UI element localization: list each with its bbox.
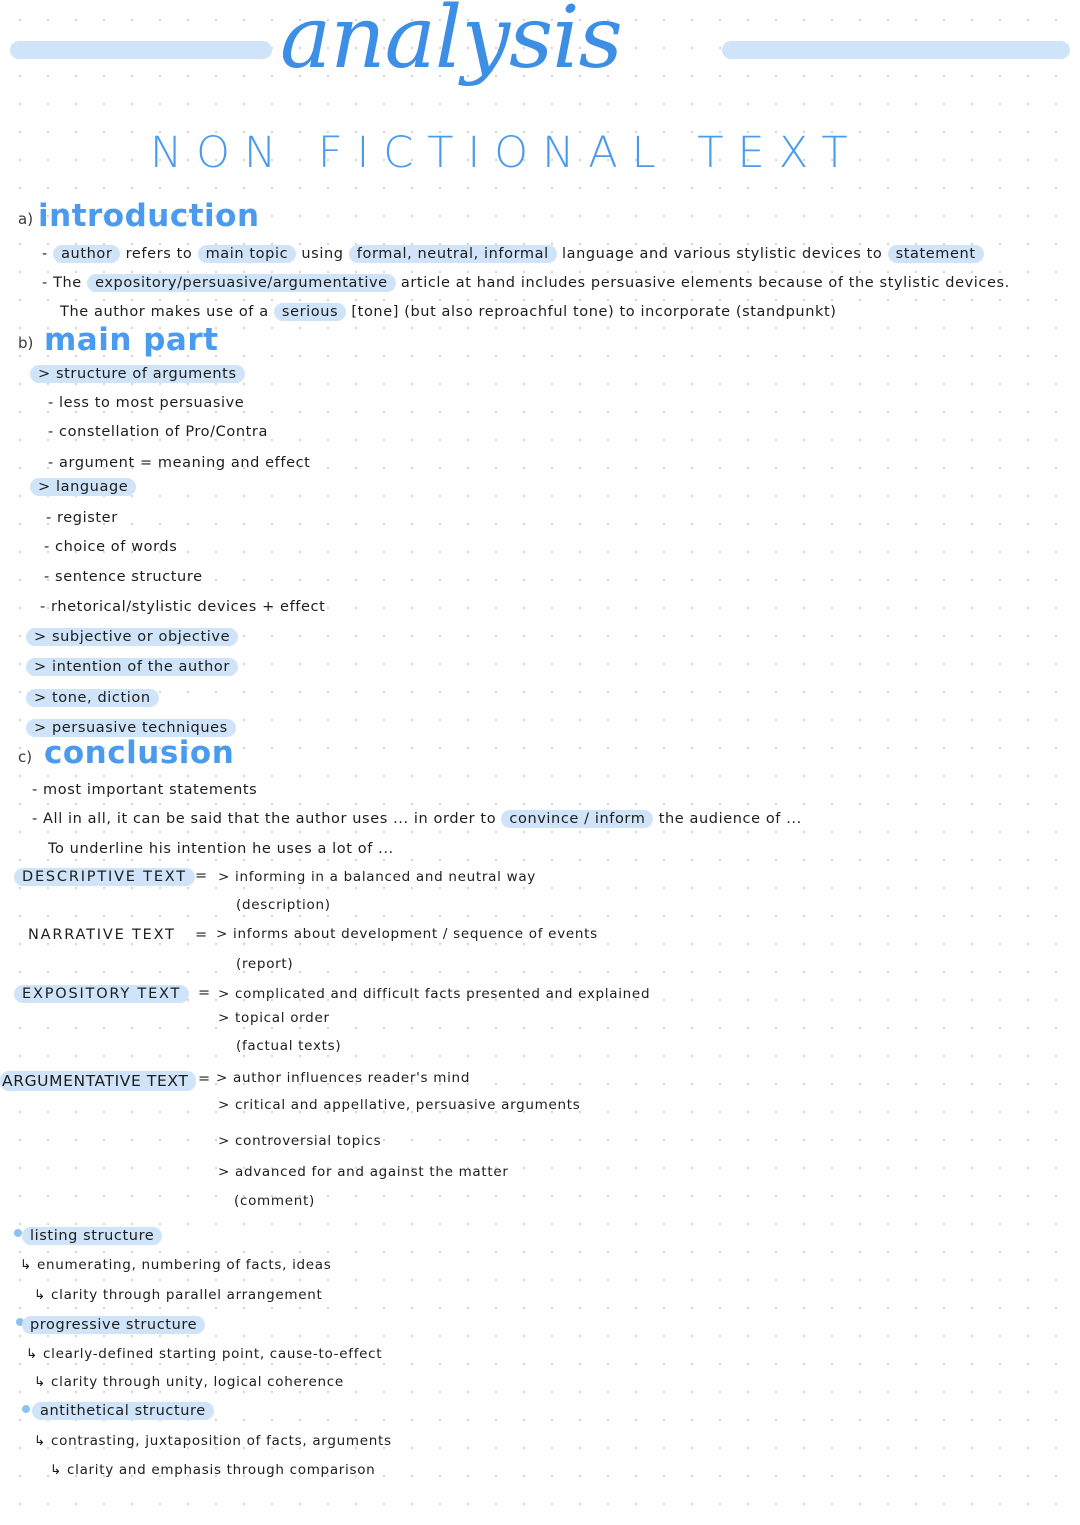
intro-author: author bbox=[53, 245, 120, 263]
narrative-item: (report) bbox=[236, 956, 294, 972]
progressive-item: ↳ clearly-defined starting point, cause-to-effect bbox=[26, 1346, 383, 1362]
expository-item: > topical order bbox=[218, 1010, 330, 1026]
main-structure-label: > structure of arguments bbox=[30, 365, 245, 383]
listing-label: listing structure bbox=[22, 1227, 162, 1245]
conclusion-line-1: - most important statements bbox=[32, 782, 258, 798]
progressive-label: progressive structure bbox=[22, 1316, 205, 1334]
intro-text-types: expository/persuasive/argumentative bbox=[87, 274, 396, 292]
conclusion-marker: c) bbox=[18, 748, 33, 766]
main-bullet: > persuasive techniques bbox=[26, 719, 236, 737]
antithetical-item: ↳ clarity and emphasis through comparison bbox=[50, 1462, 376, 1478]
intro-serious: serious bbox=[274, 303, 346, 321]
main-language-item: - sentence structure bbox=[44, 569, 203, 585]
descriptive-eq: = bbox=[195, 868, 208, 884]
page-title: analysis bbox=[280, 0, 622, 88]
title-bar-left bbox=[10, 41, 272, 59]
conclusion-heading: conclusion bbox=[44, 735, 235, 771]
conclusion-convince: convince / inform bbox=[501, 810, 653, 828]
argumentative-eq: = bbox=[198, 1071, 211, 1087]
intro-line2-rest: article at hand includes persuasive elements because of the stylistic devices. bbox=[400, 275, 1010, 291]
intro-line-3 bbox=[60, 304, 837, 320]
main-marker: b) bbox=[18, 334, 34, 352]
expository-item: (factual texts) bbox=[236, 1038, 342, 1054]
descriptive-item: (description) bbox=[236, 897, 331, 913]
intro-main-topic: main topic bbox=[198, 245, 297, 263]
conclusion-line-3: To underline his intention he uses a lot of ... bbox=[48, 841, 394, 857]
intro-line3-rest: [tone] (but also reproachful tone) to incorporate (standpunkt) bbox=[351, 304, 837, 320]
main-structure-item: - argument = meaning and effect bbox=[48, 455, 311, 471]
argumentative-item: > author influences reader's mind bbox=[216, 1070, 471, 1086]
argumentative-label: ARGUMENTATIVE TEXT bbox=[0, 1071, 196, 1091]
intro-heading: introduction bbox=[38, 198, 260, 234]
intro-refers: refers to bbox=[125, 246, 193, 262]
main-language-item: - register bbox=[46, 510, 118, 526]
narrative-label: NARRATIVE TEXT bbox=[28, 927, 176, 943]
argumentative-item: > controversial topics bbox=[218, 1133, 382, 1149]
expository-eq: = bbox=[198, 985, 211, 1001]
intro-using: using bbox=[301, 246, 344, 262]
intro-dash-2: - bbox=[42, 275, 48, 291]
argumentative-item: > advanced for and against the matter bbox=[218, 1164, 509, 1180]
argumentative-item: > critical and appellative, persuasive arguments bbox=[218, 1097, 581, 1113]
main-structure-item: - constellation of Pro/Contra bbox=[48, 424, 268, 440]
main-language-label: > language bbox=[30, 478, 136, 496]
title-bar-right bbox=[722, 41, 1070, 59]
listing-bullet-icon bbox=[14, 1229, 22, 1237]
listing-item: ↳ enumerating, numbering of facts, ideas bbox=[20, 1257, 332, 1273]
progressive-item: ↳ clarity through unity, logical coherence bbox=[34, 1374, 344, 1390]
conclusion-line2-b: the audience of ... bbox=[658, 811, 802, 827]
main-bullet: > intention of the author bbox=[26, 658, 238, 676]
intro-marker: a) bbox=[18, 210, 34, 228]
main-bullet: > tone, diction bbox=[26, 689, 159, 707]
expository-label: EXPOSITORY TEXT bbox=[14, 985, 189, 1003]
page-subtitle: NON FICTIONAL TEXT bbox=[150, 128, 862, 178]
main-structure-item: - less to most persuasive bbox=[48, 395, 245, 411]
main-language-item: - rhetorical/stylistic devices + effect bbox=[40, 599, 326, 615]
main-heading: main part bbox=[44, 322, 219, 358]
intro-line1-rest: language and various stylistic devices to bbox=[561, 246, 883, 262]
narrative-eq: = bbox=[195, 927, 208, 943]
expository-item: > complicated and difficult facts presented and explained bbox=[218, 986, 651, 1002]
intro-line3-start: The author makes use of a bbox=[60, 304, 269, 320]
descriptive-item: > informing in a balanced and neutral way bbox=[218, 869, 536, 885]
conclusion-line2-a: - All in all, it can be said that the author uses ... in order to bbox=[32, 811, 497, 827]
intro-dash: - bbox=[42, 246, 48, 262]
main-language-item: - choice of words bbox=[44, 539, 178, 555]
narrative-item: > informs about development / sequence of events bbox=[216, 926, 598, 942]
intro-registers: formal, neutral, informal bbox=[349, 245, 557, 263]
main-bullet: > subjective or objective bbox=[26, 628, 238, 646]
intro-statement: statement bbox=[888, 245, 984, 263]
antithetical-bullet-icon bbox=[22, 1405, 30, 1413]
conclusion-line-2 bbox=[32, 811, 802, 827]
descriptive-label: DESCRIPTIVE TEXT bbox=[14, 868, 195, 886]
antithetical-label: antithetical structure bbox=[32, 1402, 214, 1420]
antithetical-item: ↳ contrasting, juxtaposition of facts, arguments bbox=[34, 1433, 392, 1449]
intro-line-2 bbox=[42, 275, 1010, 291]
intro-line-1 bbox=[42, 246, 984, 262]
intro-the: The bbox=[53, 275, 82, 291]
argumentative-item: (comment) bbox=[234, 1193, 315, 1209]
listing-item: ↳ clarity through parallel arrangement bbox=[34, 1287, 323, 1303]
